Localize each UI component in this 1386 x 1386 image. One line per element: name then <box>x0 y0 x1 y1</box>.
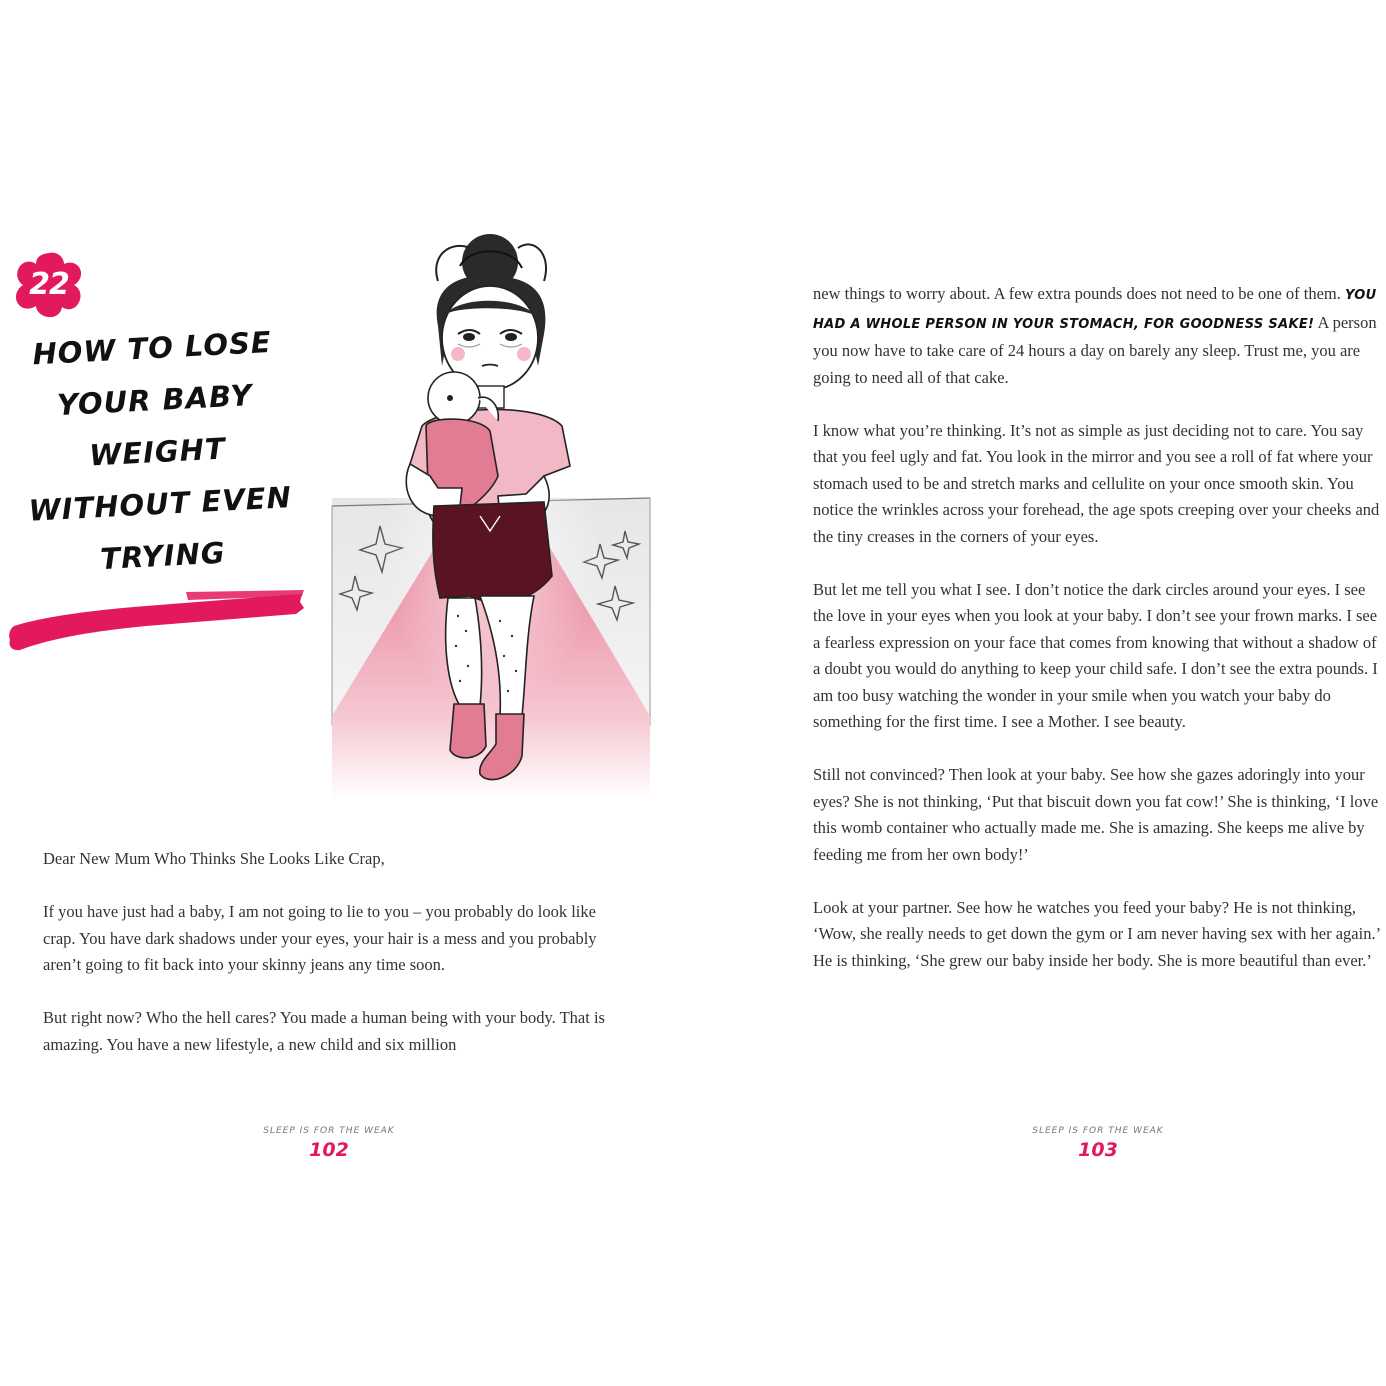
paragraph <box>813 281 1385 391</box>
chapter-title-line: HOW TO LOSE <box>31 324 273 372</box>
chapter-title <box>13 315 301 589</box>
paragraph: I know what you’re thinking. It’s not as simple as just deciding not to care. You say that you feel ugly and fat. You look in the mirror and you see a roll of fat where your stomach used to be and stretch marks and cellulite on your once smooth skin. You notice the wrinkles across your forehead, the age spots creeping over your cheeks and the tiny creases in the corners of your eyes. <box>813 420 1380 546</box>
emphasis-text: YOU HAD A WHOLE PERSON IN YOUR STOMACH, FOR GOODNESS SAKE! <box>813 288 1377 332</box>
chapter-number: 22 <box>29 266 69 302</box>
page-number: 103 <box>1078 1139 1118 1161</box>
paragraph: But right now? Who the hell cares? You made a human being with your body. That is amazing. You have a new lifestyle, a new child and six million <box>43 1008 605 1054</box>
paragraph-text: new things to worry about. A few extra pounds does not need to be one of them. <box>813 284 1346 303</box>
right-page-footer <box>998 1126 1198 1161</box>
page-number: 102 <box>309 1139 349 1161</box>
running-head: SLEEP IS FOR THE WEAK <box>263 1126 395 1136</box>
right-body-text <box>813 281 1385 1001</box>
left-page-footer <box>229 1126 429 1161</box>
brush-stroke-divider <box>6 588 306 654</box>
left-body-text <box>43 846 615 1085</box>
tired-mother-holding-baby-illustration <box>330 226 652 800</box>
chapter-title-line: WITHOUT EVEN <box>27 480 293 528</box>
paragraph: Still not convinced? Then look at your baby. See how she gazes adoringly into your eyes? She is not thinking, ‘Put that biscuit down you fat cow!’ She is thinking, ‘I love this womb container who actually made me. She is amazing. She keeps me alive by feeding me from her own body!’ <box>813 765 1379 864</box>
chapter-title-line: YOUR BABY <box>56 377 254 423</box>
running-head: SLEEP IS FOR THE WEAK <box>1032 1126 1164 1136</box>
chapter-title-line: WEIGHT <box>88 431 227 473</box>
paragraph-text: A person you now have to take care of 24 hours a day on barely any sleep. Trust me, you are going to need all of that cake. <box>813 312 1377 387</box>
paragraph: But let me tell you what I see. I don’t notice the dark circles around your eyes. I see the love in your eyes when you look at your baby. I don’t see your frown marks. I see a fearless expression on your face that comes from knowing that without a shadow of a doubt you would do anything to keep your child safe. I don’t see the extra pounds. I am too busy watching the wonder in your smile when you watch your baby do something for the first time. I see a Mother. I see beauty. <box>813 579 1378 731</box>
paragraph: Look at your partner. See how he watches you feed your baby? He is not thinking, ‘Wow, she really needs to get down the gym or I am never having sex with her again.’ He is thinking, ‘She grew our baby inside her body. She is more beautiful than ever.’ <box>813 897 1380 970</box>
chapter-title-line: TRYING <box>99 535 227 577</box>
chapter-badge <box>14 250 84 318</box>
paragraph: If you have just had a baby, I am not going to lie to you – you probably do look like crap. You have dark shadows under your eyes, your hair is a mess and you probably aren’t going to fit back into your skinny jeans any time soon. <box>43 902 597 974</box>
salutation: Dear New Mum Who Thinks She Looks Like Crap, <box>43 849 385 868</box>
